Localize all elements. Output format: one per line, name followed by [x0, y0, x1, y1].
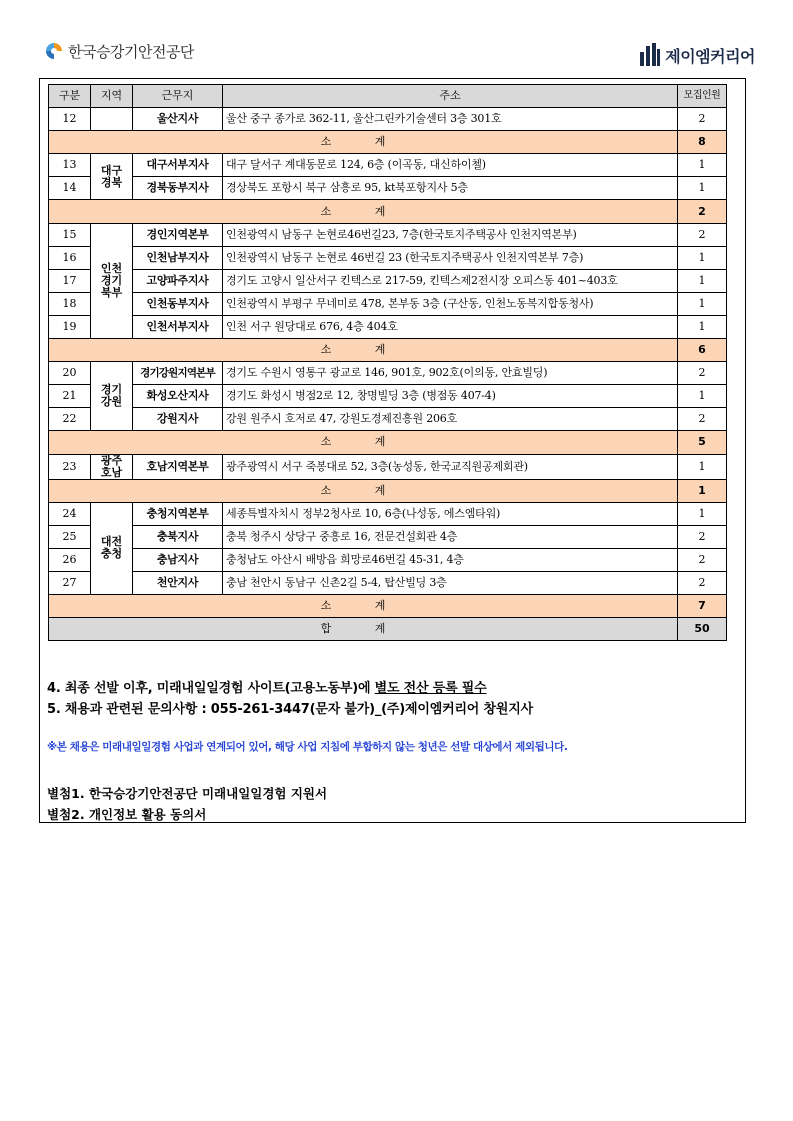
headcount: 2	[678, 408, 727, 431]
subtotal-row	[49, 131, 727, 154]
col-header-workplace: 근무지	[133, 85, 223, 108]
subtotal-label: 소 계	[49, 339, 678, 362]
branch-address: 충남 천안시 동남구 신촌2길 5-4, 탑산빌딩 3층	[223, 571, 678, 594]
region-cell: 대전 충청	[91, 502, 133, 594]
branch-name: 충청지역본부	[133, 502, 223, 525]
branch-name: 경기강원지역본부	[133, 362, 223, 385]
region-cell: 광주 호남	[91, 454, 133, 479]
kosa-logo-icon	[44, 41, 64, 61]
total-value: 50	[678, 618, 727, 641]
region-cell: 경기 강원	[91, 362, 133, 431]
table-row	[49, 408, 727, 431]
row-number: 15	[49, 223, 91, 246]
branch-name: 강원지사	[133, 408, 223, 431]
row-number: 12	[49, 108, 91, 131]
subtotal-value: 2	[678, 200, 727, 223]
headcount: 2	[678, 571, 727, 594]
table-row	[49, 108, 727, 131]
row-number: 13	[49, 154, 91, 177]
headcount: 1	[678, 154, 727, 177]
table-row	[49, 571, 727, 594]
subtotal-label: 소 계	[49, 131, 678, 154]
subtotal-value: 6	[678, 339, 727, 362]
branch-address: 강원 원주시 호저로 47, 강원도경제진흥원 206호	[223, 408, 678, 431]
note-4-text: 4. 최종 선발 이후, 미래내일일경험 사이트(고용노동부)에	[47, 681, 375, 696]
subtotal-row	[49, 594, 727, 617]
subtotal-row	[49, 339, 727, 362]
branch-name: 인천동부지사	[133, 292, 223, 315]
table-row	[49, 177, 727, 200]
branch-address: 인천광역시 부평구 무네미로 478, 본부동 3층 (구산동, 인천노동복지합동청사)	[223, 292, 678, 315]
row-number: 22	[49, 408, 91, 431]
branch-address: 충북 청주시 상당구 중흥로 16, 전문건설회관 4층	[223, 525, 678, 548]
branch-name: 호남지역본부	[133, 454, 223, 479]
kosa-logo	[44, 40, 194, 62]
branch-name: 화성오산지사	[133, 385, 223, 408]
subtotal-value: 7	[678, 594, 727, 617]
row-number: 24	[49, 502, 91, 525]
table-row	[49, 315, 727, 338]
branch-address: 경기도 수원시 영통구 광교로 146, 901호, 902호(이의동, 안효빌딩)	[223, 362, 678, 385]
jm-career-logo	[639, 42, 755, 68]
branch-address: 충청남도 아산시 배방읍 희망로46번길 45-31, 4층	[223, 548, 678, 571]
branch-name: 경인지역본부	[133, 223, 223, 246]
branch-address: 세종특별자치시 정부2청사로 10, 6층(나성동, 에스엠타워)	[223, 502, 678, 525]
branch-address: 인천광역시 남동구 논현로 46번길 23 (한국토지주택공사 인천지역본부 7층)	[223, 246, 678, 269]
row-number: 21	[49, 385, 91, 408]
total-label: 합 계	[49, 618, 678, 641]
headcount: 1	[678, 269, 727, 292]
table-row	[49, 454, 727, 479]
kosa-logo-text: 한국승강기안전공단	[68, 42, 194, 61]
table-row	[49, 548, 727, 571]
branch-name: 고양파주지사	[133, 269, 223, 292]
branch-name: 충북지사	[133, 525, 223, 548]
branch-name: 대구서부지사	[133, 154, 223, 177]
table-header-row	[49, 85, 727, 108]
table-row	[49, 246, 727, 269]
row-number: 20	[49, 362, 91, 385]
branch-name: 경북동부지사	[133, 177, 223, 200]
row-number: 25	[49, 525, 91, 548]
branch-address: 인천광역시 남동구 논현로46번길23, 7층(한국토지주택공사 인천지역본부)	[223, 223, 678, 246]
total-row	[49, 618, 727, 641]
table-row	[49, 385, 727, 408]
branch-address: 광주광역시 서구 죽봉대로 52, 3층(농성동, 한국교직원공제회관)	[223, 454, 678, 479]
table-row	[49, 269, 727, 292]
region-cell: 인천 경기 북부	[91, 223, 133, 338]
headcount: 1	[678, 385, 727, 408]
note-5: 5. 채용과 관련된 문의사항 : 055-261-3447(문자 불가)_(주)제이엠커리어 창원지사	[47, 702, 533, 717]
headcount: 2	[678, 108, 727, 131]
branch-name: 울산지사	[133, 108, 223, 131]
headcount: 1	[678, 315, 727, 338]
subtotal-row	[49, 431, 727, 454]
eligibility-warning: ※본 채용은 미래내일일경험 사업과 연계되어 있어, 해당 사업 지침에 부합하지 않는 청년은 선발 대상에서 제외됩니다.	[47, 741, 568, 753]
jm-career-logo-text: 제이엠커리어	[665, 46, 755, 66]
table-row	[49, 154, 727, 177]
attachment-2: 별첨2. 개인정보 활용 동의서	[47, 807, 207, 822]
headcount: 1	[678, 292, 727, 315]
subtotal-label: 소 계	[49, 200, 678, 223]
headcount: 2	[678, 548, 727, 571]
headcount: 1	[678, 246, 727, 269]
table-row	[49, 525, 727, 548]
subtotal-value: 8	[678, 131, 727, 154]
col-header-division: 구분	[49, 85, 91, 108]
row-number: 27	[49, 571, 91, 594]
table-row	[49, 223, 727, 246]
row-number: 26	[49, 548, 91, 571]
note-4	[47, 677, 486, 696]
branch-name: 천안지사	[133, 571, 223, 594]
attachment-1: 별첨1. 한국승강기안전공단 미래내일일경험 지원서	[47, 786, 328, 801]
col-header-headcount: 모집인원	[678, 85, 727, 108]
row-number: 17	[49, 269, 91, 292]
subtotal-row	[49, 479, 727, 502]
region-cell	[91, 108, 133, 131]
headcount: 2	[678, 362, 727, 385]
headcount: 1	[678, 177, 727, 200]
headcount: 2	[678, 223, 727, 246]
row-number: 23	[49, 454, 91, 479]
branch-address: 경기도 고양시 일산서구 킨텍스로 217-59, 킨텍스제2전시장 오피스동 401~403호	[223, 269, 678, 292]
row-number: 16	[49, 246, 91, 269]
subtotal-label: 소 계	[49, 479, 678, 502]
branch-address: 대구 달서구 계대동문로 124, 6층 (이곡동, 대신하이첼)	[223, 154, 678, 177]
subtotal-label: 소 계	[49, 431, 678, 454]
branch-name: 인천서부지사	[133, 315, 223, 338]
row-number: 19	[49, 315, 91, 338]
table-row	[49, 292, 727, 315]
col-header-region: 지역	[91, 85, 133, 108]
headcount: 1	[678, 454, 727, 479]
branch-name: 인천남부지사	[133, 246, 223, 269]
subtotal-value: 5	[678, 431, 727, 454]
branch-table	[48, 84, 727, 641]
branch-address: 인천 서구 원당대로 676, 4층 404호	[223, 315, 678, 338]
branch-address: 경기도 화성시 병점2로 12, 창명빌딩 3층 (병점동 407-4)	[223, 385, 678, 408]
table-row	[49, 502, 727, 525]
region-cell: 대구 경북	[91, 154, 133, 200]
table-row	[49, 362, 727, 385]
subtotal-value: 1	[678, 479, 727, 502]
row-number: 18	[49, 292, 91, 315]
headcount: 2	[678, 525, 727, 548]
col-header-address: 주소	[223, 85, 678, 108]
note-4-underlined: 별도 전산 등록 필수	[374, 681, 487, 696]
branch-name: 충남지사	[133, 548, 223, 571]
branch-address: 울산 중구 종가로 362-11, 울산그린카기술센터 3층 301호	[223, 108, 678, 131]
headcount: 1	[678, 502, 727, 525]
subtotal-label: 소 계	[49, 594, 678, 617]
branch-address: 경상북도 포항시 북구 삼흥로 95, kt북포항지사 5층	[223, 177, 678, 200]
jm-career-logo-icon	[639, 42, 661, 68]
row-number: 14	[49, 177, 91, 200]
subtotal-row	[49, 200, 727, 223]
